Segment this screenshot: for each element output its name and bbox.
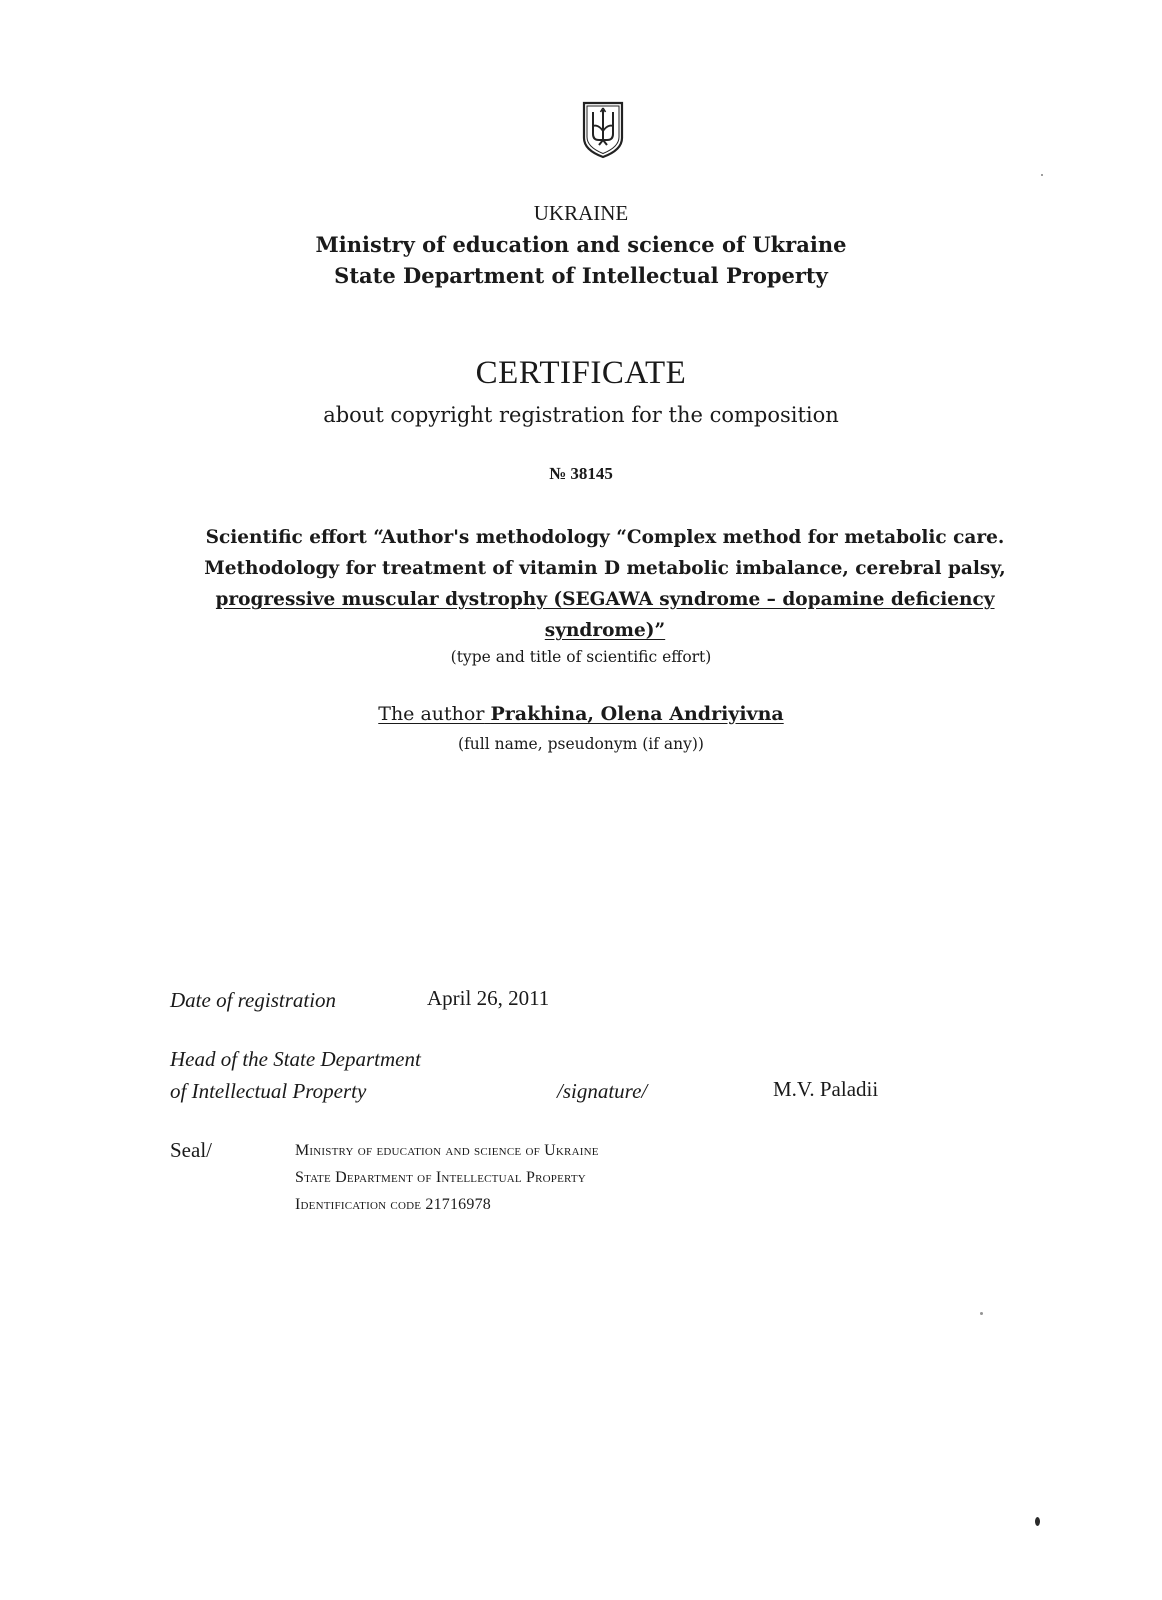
- work-title-line-4: syndrome)”: [544, 620, 666, 641]
- signatory-label-line-2: of Intellectual Property: [170, 1079, 367, 1103]
- author-prefix: The author: [378, 703, 485, 725]
- scan-speck: [980, 1312, 983, 1315]
- signatory-name: M.V. Paladii: [773, 1077, 879, 1101]
- certificate-title: CERTIFICATE: [475, 355, 687, 391]
- department-heading: State Department of Intellectual Property: [334, 263, 828, 288]
- author-line: [0, 703, 1162, 725]
- scan-speck: [1041, 174, 1043, 176]
- work-title-caption: (type and title of scientific effort): [450, 648, 712, 666]
- scan-speck: [1035, 1517, 1040, 1526]
- work-title: [185, 522, 1025, 646]
- registration-date-value: April 26, 2011: [427, 986, 550, 1010]
- author-name: Prakhina, Olena Andriyivna: [490, 703, 784, 725]
- trident-emblem-icon: [580, 100, 626, 160]
- registration-date-label: Date of registration: [170, 988, 337, 1012]
- ministry-heading: Ministry of education and science of Ukraine: [315, 232, 847, 257]
- author-caption: (full name, pseudonym (if any)): [458, 735, 704, 753]
- seal-text-line-3: Identification code 21716978: [295, 1196, 491, 1213]
- signatory-label-line-1: Head of the State Department: [170, 1047, 421, 1071]
- seal-text-line-2: State Department of Intellectual Property: [295, 1169, 586, 1186]
- signature-placeholder: /signature/: [557, 1079, 648, 1103]
- work-title-line-3: progressive muscular dystrophy (SEGAWA syndrome – dopamine deficiency: [215, 589, 995, 610]
- work-title-line-1: Scientific effort “Author's methodology “Complex method for metabolic care.: [205, 527, 1005, 548]
- certificate-subtitle: about copyright registration for the composition: [323, 403, 839, 427]
- country-heading: UKRAINE: [533, 201, 629, 225]
- seal-label: Seal/: [170, 1138, 212, 1162]
- work-title-line-2: Methodology for treatment of vitamin D metabolic imbalance, cerebral palsy,: [204, 558, 1006, 579]
- seal-text-line-1: Ministry of education and science of Ukraine: [295, 1142, 599, 1159]
- certificate-number: № 38145: [549, 464, 613, 483]
